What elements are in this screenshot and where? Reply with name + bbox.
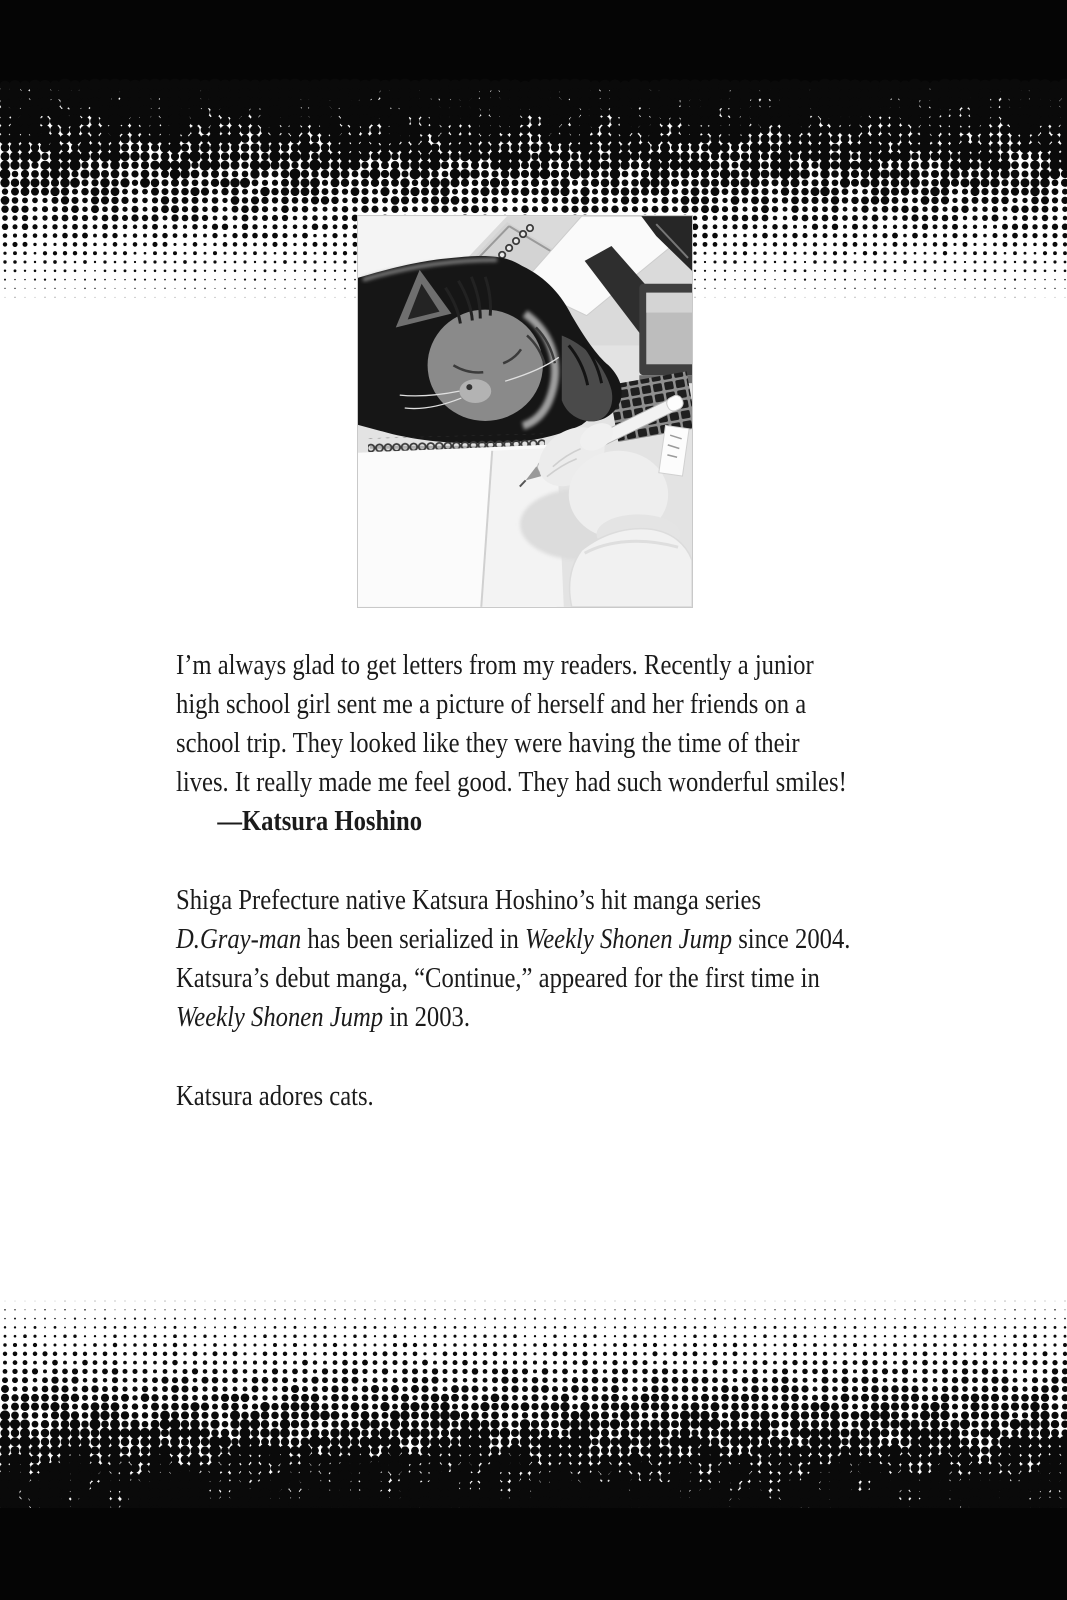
- cat-muzzle: [459, 379, 491, 403]
- top-black-bar: [0, 0, 1067, 86]
- screen-glare: [646, 293, 692, 313]
- text-line: Shiga Prefecture native Katsura Hoshino’s hit manga series: [176, 885, 762, 916]
- cat-nose: [466, 384, 472, 390]
- author-note-text: [176, 646, 938, 802]
- halftone-dots: [0, 1301, 1067, 1520]
- author-note: [176, 646, 938, 841]
- closing-note: [176, 1077, 401, 1116]
- text-line: lives. It really made me feel good. They had such wonderful smiles!: [176, 767, 847, 798]
- halftone-bottom-border: [0, 1295, 1067, 1600]
- closing-note-text: Katsura adores cats.: [176, 1081, 374, 1112]
- text-line: D.Gray-man has been serialized in Weekly Shonen Jump since 2004.: [176, 924, 851, 955]
- text-line: high school girl sent me a picture of herself and her friends on a: [176, 689, 807, 720]
- author-bio: [176, 881, 942, 1037]
- text-line: I’m always glad to get letters from my readers. Recently a junior: [176, 650, 814, 681]
- author-bio-text: [176, 881, 942, 1037]
- bottom-black-bar: [0, 1508, 1067, 1600]
- cat-photo-illustration: [358, 216, 692, 607]
- text-line: Katsura’s debut manga, “Continue,” appeared for the first time in: [176, 963, 820, 994]
- text-line: school trip. They looked like they were having the time of their: [176, 728, 800, 759]
- text-line: Weekly Shonen Jump in 2003.: [176, 1002, 471, 1033]
- author-signature: —Katsura Hoshino: [217, 806, 423, 837]
- cat-photo: [357, 215, 693, 608]
